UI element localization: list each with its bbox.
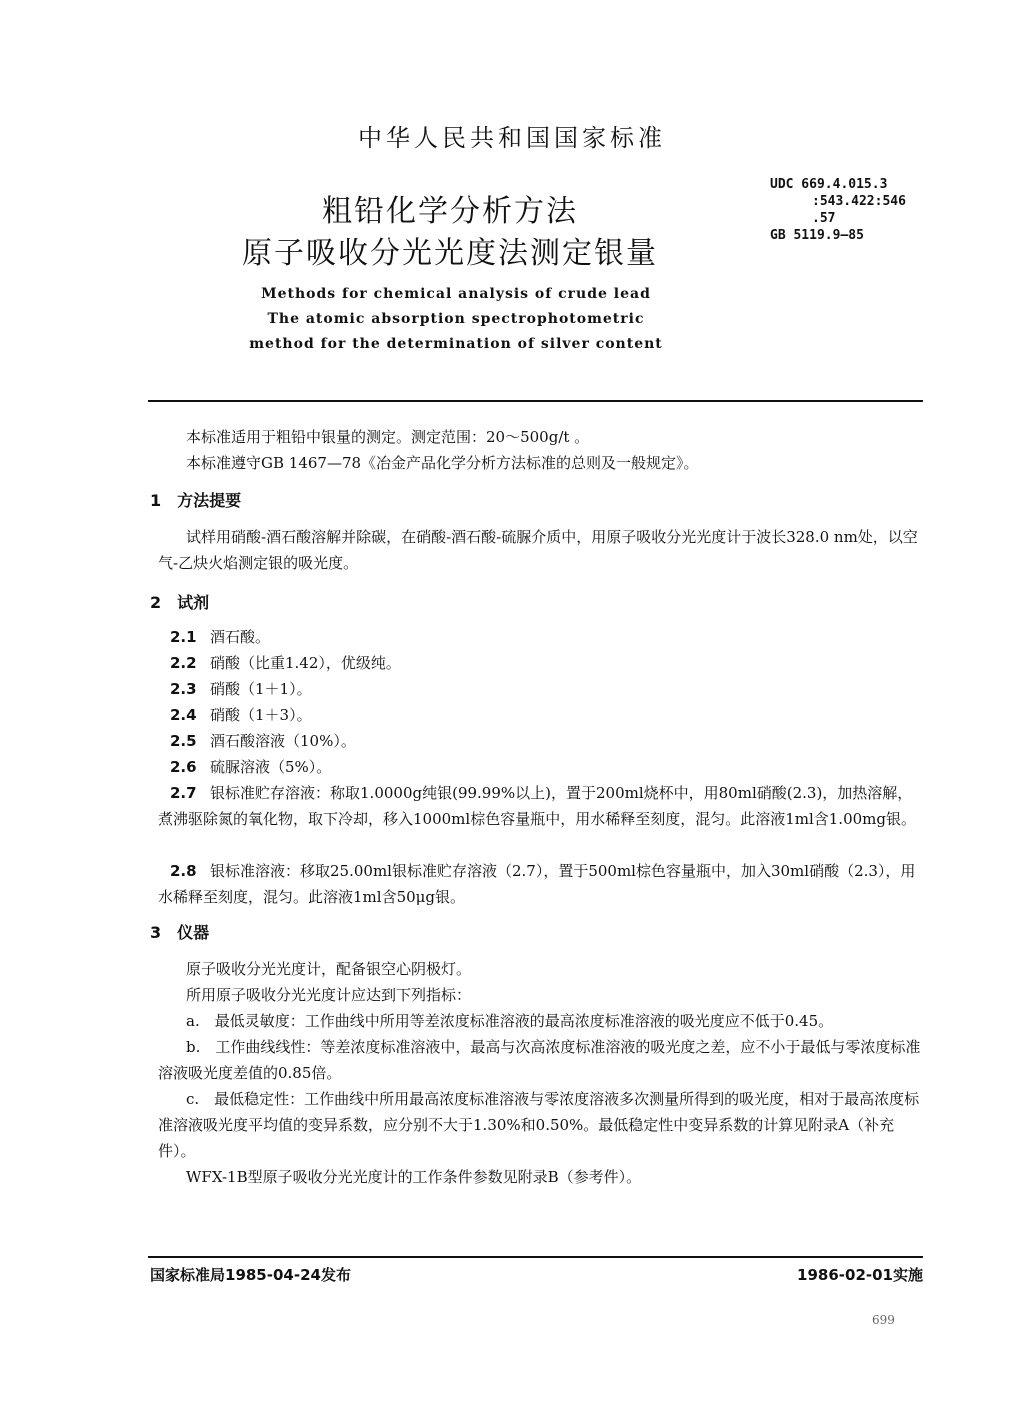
udc-line2: :543.422:546 (812, 194, 906, 209)
section-2-heading: 2 试剂 (150, 593, 210, 612)
reagent-text: 硝酸（1＋1）。 (210, 680, 312, 698)
reagent-item (170, 676, 923, 702)
reagent-text: 酒石酸。 (210, 628, 271, 646)
section-1-text: 试样用硝酸-酒石酸溶解并除碳，在硝酸-酒石酸-硫脲介质中，用原子吸收分光光度计于波长328.0 nm处，以空气-乙炔火焰测定银的吸光度。 (158, 528, 918, 572)
section-1-heading: 1 方法提要 (150, 491, 242, 510)
footer-divider (148, 1256, 923, 1258)
english-title-line3: method for the determination of silver content (249, 336, 663, 352)
national-standard-heading: 中华人民共和国国家标准 (358, 124, 666, 152)
udc-line1: UDC 669.4.015.3 (770, 177, 888, 192)
instrument-conditions: WFX-1B型原子吸收分光光度计的工作条件参数见附录B（参考件）。 (186, 1168, 642, 1186)
reagent-num: 2.6 (170, 758, 197, 776)
reagent-text: 银标准贮存溶液：称取1.0000g纯银(99.99%以上)，置于200ml烧杯中，用80ml硝酸(2.3)，加热溶解，煮沸驱除氮的氧化物，取下冷却，移入1000ml棕色容量瓶中，用水稀释至刻度，混匀。此溶液1ml含1.00mg银。 (158, 784, 916, 828)
reagent-text: 硝酸（比重1.42），优级纯。 (210, 654, 401, 672)
intro-compliance: 本标准遵守GB 1467—78《冶金产品化学分析方法标准的总则及一般规定》。 (186, 454, 699, 472)
instrument-requirements: 所用原子吸收分光光度计应达到下列指标： (186, 986, 472, 1004)
english-title-line2: The atomic absorption spectrophotometric (267, 311, 645, 327)
instrument-text: 原子吸收分光光度计，配备银空心阴极灯。 (186, 960, 472, 978)
reagent-item (158, 780, 923, 832)
reagent-num: 2.1 (170, 628, 197, 646)
reagent-item (170, 650, 923, 676)
english-title-line1: Methods for chemical analysis of crude lead (261, 286, 651, 302)
udc-block (770, 176, 906, 244)
reagent-item (170, 702, 923, 728)
intro-scope: 本标准适用于粗铅中银量的测定。测定范围：20～500g/t 。 (186, 428, 590, 446)
requirement-c: c. 最低稳定性：工作曲线中所用最高浓度标准溶液与零浓度溶液多次测量所得到的吸光度，相对于最高浓度标准溶液吸光度平均值的变异系数，应分别不大于1.30%和0.50%。最低稳定性中变异系数的计算见附录A（补充件）。 (158, 1090, 920, 1160)
reagent-num: 2.7 (170, 784, 197, 802)
reagent-num: 2.2 (170, 654, 197, 672)
requirement-b: b. 工作曲线线性：等差浓度标准溶液中，最高与次高浓度标准溶液的吸光度之差，应不小于最低与零浓度标准溶液吸光度差值的0.85倍。 (158, 1038, 921, 1082)
reagent-num: 2.5 (170, 732, 197, 750)
reagent-text: 银标准溶液：移取25.00ml银标准贮存溶液（2.7），置于500ml棕色容量瓶中，加入30ml硝酸（2.3），用水稀释至刻度，混匀。此溶液1ml含50μg银。 (158, 862, 916, 906)
effective-date: 1986-02-01实施 (797, 1266, 923, 1284)
reagent-text: 硫脲溶液（5%）。 (210, 758, 332, 776)
reagent-num: 2.3 (170, 680, 197, 698)
document-title-line1: 粗铅化学分析方法 (322, 194, 578, 229)
reagent-num: 2.4 (170, 706, 197, 724)
document-title-line2: 原子吸收分光光度法测定银量 (242, 236, 658, 271)
gb-number: GB 5119.9—85 (770, 228, 864, 243)
requirement-a: a. 最低灵敏度：工作曲线中所用等差浓度标准溶液的最高浓度标准溶液的吸光度应不低于0.45。 (186, 1012, 834, 1030)
reagent-item (170, 728, 923, 754)
section-3-heading: 3 仪器 (150, 923, 210, 942)
issue-date: 国家标准局1985-04-24发布 (150, 1266, 351, 1284)
reagent-num: 2.8 (170, 862, 197, 880)
reagent-text: 硝酸（1＋3）。 (210, 706, 312, 724)
udc-line3: .57 (812, 211, 836, 226)
reagent-text: 酒石酸溶液（10%）。 (210, 732, 356, 750)
header-divider (148, 400, 923, 402)
page-number: 699 (872, 1313, 895, 1327)
reagent-item (158, 858, 923, 910)
reagent-item (170, 624, 923, 650)
reagent-item (170, 754, 923, 780)
